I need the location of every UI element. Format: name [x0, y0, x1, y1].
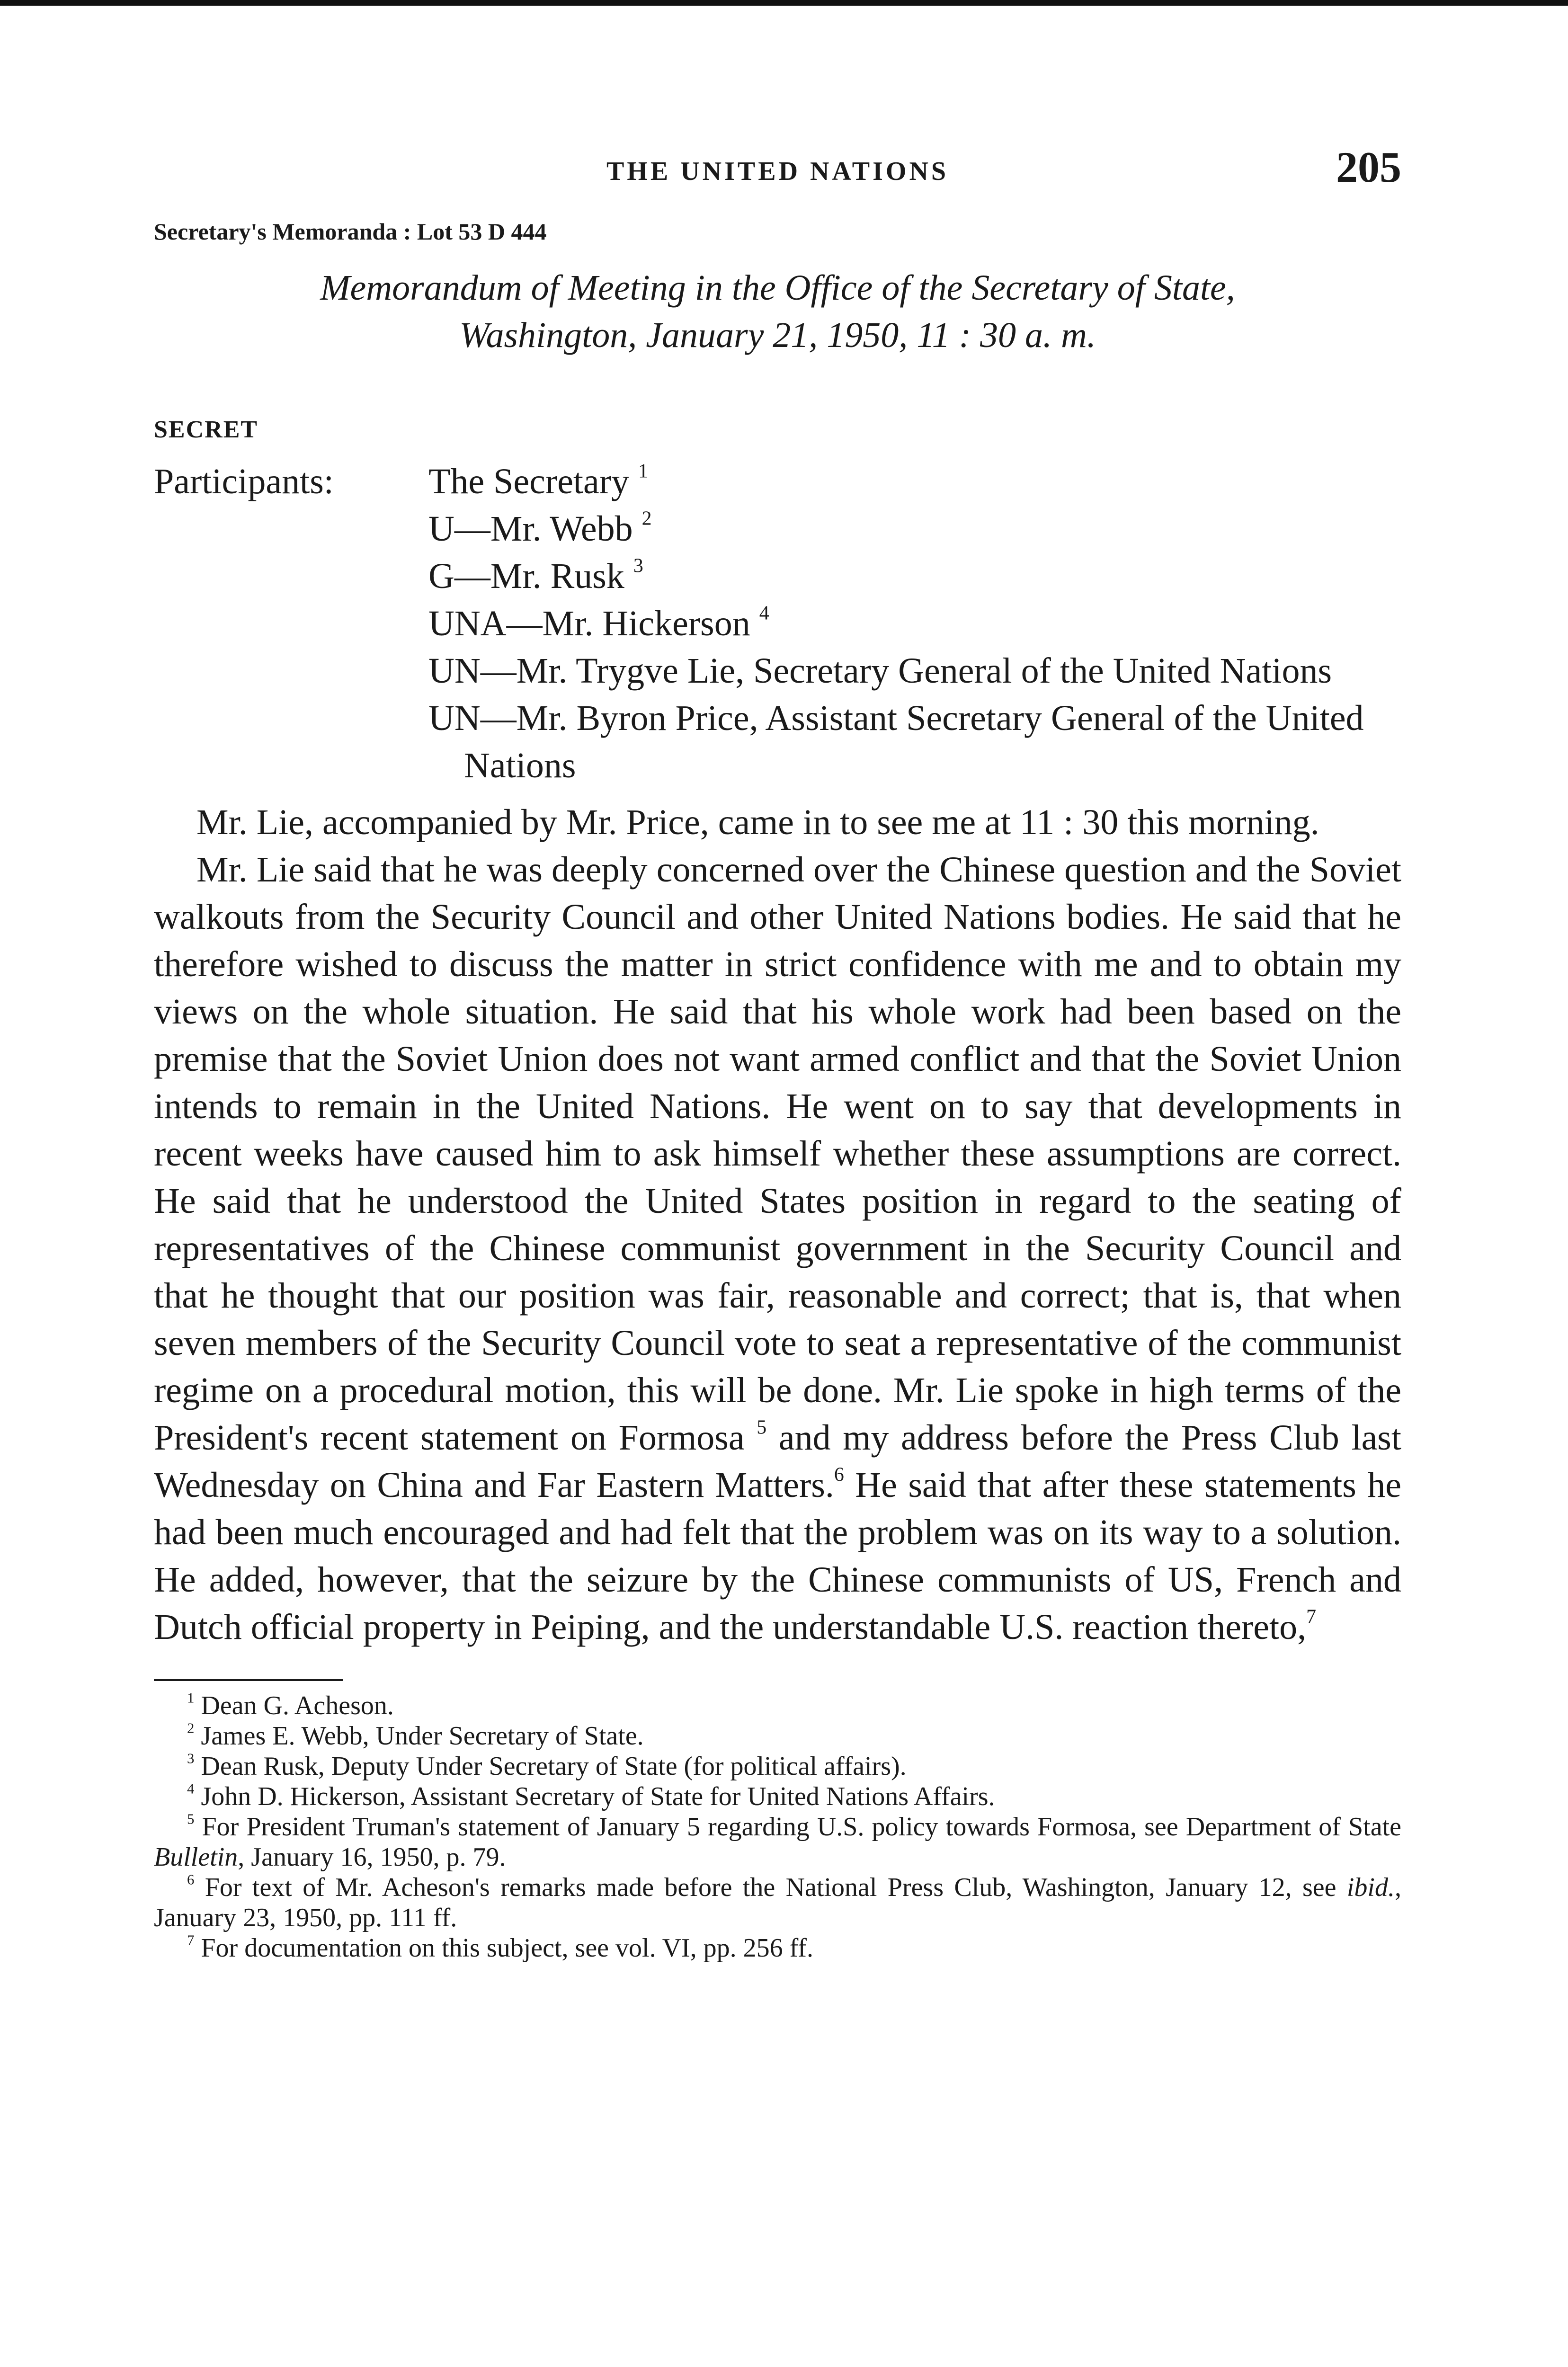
body-paragraph-1: Mr. Lie, accompanied by Mr. Price, came in to see me at 11 : 30 this morning.: [196, 802, 1319, 842]
footnote-ref: 6: [834, 1464, 844, 1486]
footnote-number: 2: [187, 1720, 195, 1736]
footnote-5: [154, 1812, 1401, 1872]
participants-list: [428, 458, 1401, 789]
running-header: [154, 137, 1401, 208]
running-title: THE UNITED NATIONS: [606, 157, 949, 186]
footnote-number: 7: [187, 1932, 195, 1949]
document-page: [154, 137, 1401, 1963]
footnote-number: 3: [187, 1750, 195, 1767]
body-text-segment: He said that after these statements he had been much encouraged and had felt that the problem was on its way to a solution. He added, however, that the seizure by the Chinese communists of US, French and Dutch official property in Peiping, and the understandable U.S. reaction thereto,: [154, 1465, 1402, 1647]
document-title-line-2: Washington, January 21, 1950, 11 : 30 a. m.: [459, 315, 1096, 355]
footnote-italic: ibid.: [1346, 1873, 1395, 1902]
footnote-7: [154, 1933, 1401, 1963]
footnote-ref: 5: [757, 1416, 767, 1439]
footnote-divider: [154, 1679, 343, 1681]
footnote-text: For text of Mr. Acheson's remarks made before the National Press Club, Washington, January 12, see: [194, 1873, 1347, 1902]
footnote-text: Dean Rusk, Deputy Under Secretary of State (for political affairs).: [194, 1752, 907, 1781]
footnote-text: John D. Hickerson, Assistant Secretary of State for United Nations Affairs.: [194, 1782, 995, 1811]
participant-name: UN—Mr. Trygve Lie, Secretary General of the United Nations: [428, 651, 1332, 691]
footnote-number: 1: [187, 1690, 195, 1706]
footnote-number: 5: [187, 1811, 195, 1827]
participant-name: UN—Mr. Byron Price, Assistant Secretary General of the United Nations: [428, 698, 1364, 785]
footnote-2: [154, 1721, 1401, 1751]
footnote-italic: Bulletin: [154, 1842, 238, 1872]
participant-name: The Secretary: [428, 462, 630, 501]
document-title: [154, 264, 1401, 359]
participants-block: [154, 458, 1401, 789]
footnote-ref: 4: [759, 602, 769, 624]
participant-item: [428, 694, 1401, 789]
source-line: Secretary's Memoranda : Lot 53 D 444: [154, 218, 547, 245]
footnote-text: For President Truman's statement of January 5 regarding U.S. policy towards Formosa, see Department of State: [194, 1812, 1401, 1842]
body-text-segment: Mr. Lie said that he was deeply concerned over the Chinese question and the Soviet walkouts from the Security Council and other United Nations bodies. He said that he therefore wished to discuss the matter in strict confidence with me and to obtain my views on the whole situation. He said that his whole work had been based on the premise that the Soviet Union does not want armed conflict and that the Soviet Union intends to remain in the United Nations. He went on to say that developments in recent weeks have caused him to ask himself whether these assumptions are correct. He said that he understood the United States position in regard to the seating of representatives of the Chinese communist government in the Security Council and that he thought that our position was fair, reasonable and correct; that is, that when seven members of the Security Council vote to seat a representative of the communist regime on a procedural motion, this will be done. Mr. Lie spoke in high terms of the President's recent statement on Formosa: [154, 850, 1401, 1458]
participant-item: [428, 458, 1401, 505]
footnote-text: For documentation on this subject, see vol. VI, pp. 256 ff.: [194, 1933, 813, 1963]
footnotes: [154, 1691, 1401, 1963]
participant-item: [428, 647, 1401, 694]
footnote-4: [154, 1781, 1401, 1812]
footnote-1: [154, 1691, 1401, 1721]
footnote-ref: 1: [638, 460, 648, 482]
body-text-segment: and my address before the Press Club last Wednesday on China and Far Eastern Matters.: [154, 1418, 1402, 1505]
footnote-ref: 2: [641, 507, 652, 530]
participant-name: U—Mr. Webb: [428, 509, 633, 549]
page-number: 205: [1336, 143, 1401, 191]
participant-name: UNA—Mr. Hickerson: [428, 604, 750, 643]
footnote-number: 6: [187, 1871, 195, 1888]
footnote-text: , January 16, 1950, p. 79.: [238, 1842, 506, 1872]
footnote-number: 4: [187, 1780, 195, 1797]
footnote-6: [154, 1872, 1401, 1933]
participant-item: [428, 552, 1401, 600]
footnote-text: James E. Webb, Under Secretary of State.: [194, 1721, 644, 1751]
participant-item: [428, 505, 1401, 552]
participant-name: G—Mr. Rusk: [428, 556, 624, 596]
page-top-edge: [0, 0, 1568, 6]
memorandum-body: [154, 799, 1401, 1651]
footnote-text: Dean G. Acheson.: [194, 1691, 394, 1720]
participant-item: [428, 600, 1401, 647]
document-title-line-1: Memorandum of Meeting in the Office of the Secretary of State,: [320, 268, 1235, 308]
participants-label: Participants:: [154, 462, 334, 501]
footnote-ref: 7: [1306, 1606, 1317, 1628]
body-paragraph-2: [154, 846, 1401, 1651]
footnote-ref: 3: [633, 555, 643, 577]
footnote-text: , January 23, 1950, pp. 111 ff.: [154, 1873, 1401, 1932]
footnote-3: [154, 1751, 1401, 1781]
classification-marking: SECRET: [154, 416, 258, 443]
